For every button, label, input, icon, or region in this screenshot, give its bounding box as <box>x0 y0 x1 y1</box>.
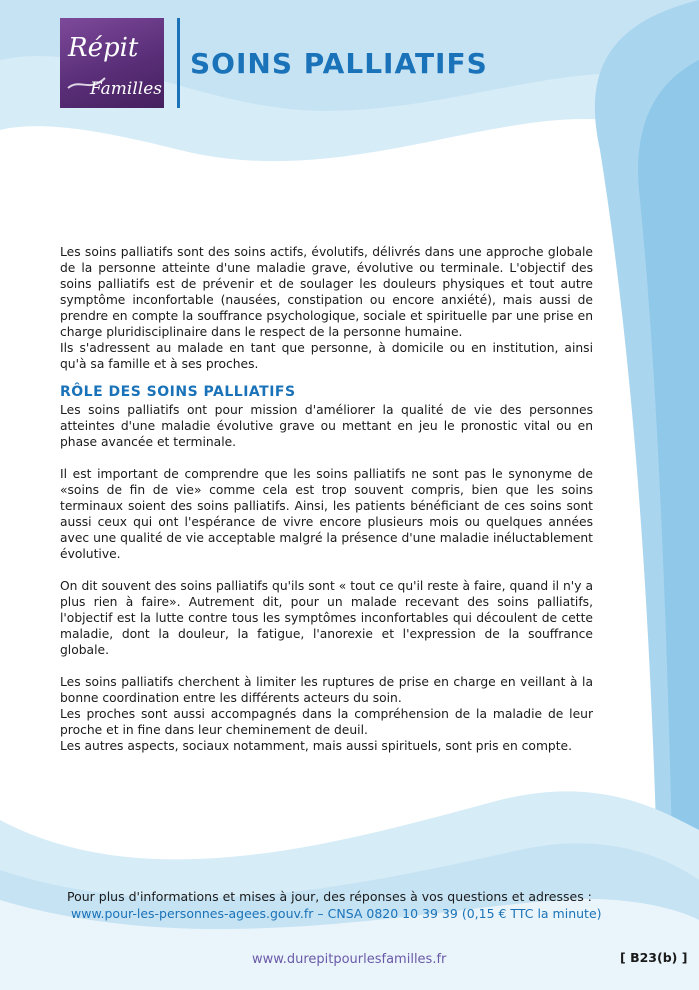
role-paragraph-2: Il est important de comprendre que les soins palliatifs ne sont pas le synonyme de «soins de fin de vie» comme cela est trop souvent compris, bien que les soins terminaux soient des soins palliatifs. Ainsi, les patients bénéficiant de ces soins sont aussi ceux qui ont l'espérance de vivre encore plusieurs mois ou quelques années avec une qualité de vie acceptable malgré la présence d'une maladie inéluctablement évolutive. <box>60 467 593 561</box>
info-block <box>67 888 627 922</box>
logo-text-bottom: Familles <box>90 79 162 99</box>
intro-paragraph-2: Ils s'adressent au malade en tant que personne, à domicile ou en institution, ainsi qu'à sa famille et à ses proches. <box>60 341 593 371</box>
section-heading: RÔLE DES SOINS PALLIATIFS <box>60 384 296 400</box>
site-url[interactable]: www.durepitpourlesfamilles.fr <box>252 952 447 967</box>
title-divider <box>177 18 180 108</box>
page-title: SOINS PALLIATIFS <box>190 47 488 80</box>
role-paragraph-1: Les soins palliatifs ont pour mission d'améliorer la qualité de vie des personnes atteintes d'une maladie évolutive grave ou mettant en jeu le pronostic vital ou en phase avancée et terminale. <box>60 403 593 449</box>
role-paragraph-4c: Les autres aspects, sociaux notamment, mais aussi spirituels, sont pris en compte. <box>60 739 573 753</box>
info-line: Pour plus d'informations et mises à jour, des réponses à vos questions et adresses : <box>67 889 592 904</box>
role-paragraph-4a: Les soins palliatifs cherchent à limiter les ruptures de prise en charge en veillant à la bonne coordination entre les différents acteurs du soin. <box>60 675 593 705</box>
logo-text-top: Répit <box>68 33 139 63</box>
main-content <box>60 244 593 754</box>
info-link[interactable]: www.pour-les-personnes-agees.gouv.fr – CNSA 0820 10 39 39 (0,15 € TTC la minute) <box>71 906 602 921</box>
role-paragraph-4b: Les proches sont aussi accompagnés dans la compréhension de la maladie de leur proche et in fine dans leur cheminement de deuil. <box>60 707 593 737</box>
page-code: [ B23(b) ] <box>620 950 688 965</box>
intro-paragraph-1: Les soins palliatifs sont des soins actifs, évolutifs, délivrés dans une approche globale de la personne atteinte d'une maladie grave, évolutive ou terminale. L'objectif des soins palliatifs est de prévenir et de soulager les douleurs physiques et tout autre symptôme inconfortable (nausées, constipation ou encore anxiété), mais aussi de prendre en compte la souffrance psychologique, sociale et spirituelle par une prise en charge pluridisciplinaire dans le respect de la personne humaine. <box>60 245 593 339</box>
logo-mark <box>60 18 164 108</box>
logo <box>60 18 164 108</box>
role-paragraph-3: On dit souvent des soins palliatifs qu'ils sont « tout ce qu'il reste à faire, quand il n'y a plus rien à faire». Autrement dit, pour un malade recevant des soins palliatifs, l'objectif est la lutte contre tous les symptômes inconfortables qui découlent de cette maladie, dont la douleur, la fatigue, l'anorexie et l'expression de la souffrance globale. <box>60 579 593 657</box>
